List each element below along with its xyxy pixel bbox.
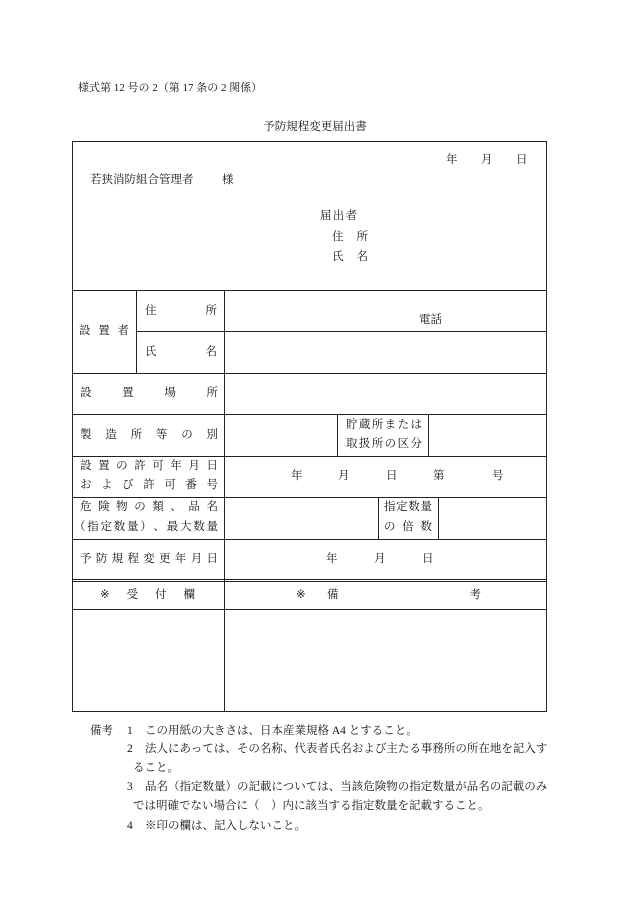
label-char: 許 xyxy=(134,460,146,472)
label-char: 予 xyxy=(80,553,92,565)
note-number: 3 xyxy=(127,781,133,793)
label-char: 所 xyxy=(371,438,384,450)
submission-date-day: 日 xyxy=(516,154,528,166)
label-char: ま xyxy=(384,419,397,431)
facility-class-label-line-2 xyxy=(346,438,422,450)
permit-number-suffix: 号 xyxy=(492,470,504,482)
label-char: 扱 xyxy=(358,438,371,450)
label-char: 更 xyxy=(159,553,171,565)
label-char: 所 xyxy=(371,419,384,431)
label-char: 定 xyxy=(396,501,408,513)
facility-type-label xyxy=(80,429,218,441)
label-char: ） xyxy=(140,521,152,533)
submission-date-year: 年 xyxy=(446,154,458,166)
label-char: 月 xyxy=(188,460,200,472)
addressee: 若狭消防組合管理者 xyxy=(90,174,194,186)
label-char: は xyxy=(410,419,422,431)
change-date-label xyxy=(80,553,218,565)
notes-label: 備考 xyxy=(90,725,113,737)
label-char: 貯 xyxy=(346,419,358,431)
permit-label-line-2 xyxy=(80,479,218,491)
label-char: 号 xyxy=(206,479,218,491)
note-number: 1 xyxy=(127,725,133,737)
hazmat-multiple-label-line-1 xyxy=(384,501,432,513)
note-line: ※印の欄は、記入しないこと。 xyxy=(145,820,306,832)
label-char: 設 xyxy=(80,387,92,399)
label-char: 類 xyxy=(152,501,164,513)
label-char: の xyxy=(181,429,193,441)
remarks-mark: ※ xyxy=(296,589,306,601)
label-char: 製 xyxy=(80,429,92,441)
label-char: 防 xyxy=(95,553,108,565)
label-char: 規 xyxy=(111,553,124,565)
label-char: ※ xyxy=(100,589,110,601)
hazmat-label-line-2 xyxy=(74,521,218,533)
note-number: 4 xyxy=(127,820,133,832)
label-char: 可 xyxy=(164,479,176,491)
label-char: 、 xyxy=(153,521,165,533)
applicant-name-label xyxy=(332,251,368,263)
remarks-field xyxy=(225,610,546,711)
submission-date-month: 月 xyxy=(481,154,493,166)
label-char: 量 xyxy=(420,501,432,513)
label-char: 氏 xyxy=(145,346,157,358)
label-char: （ xyxy=(74,521,86,533)
label-char: 住 xyxy=(332,231,344,243)
label-char: 量 xyxy=(206,521,218,533)
note-line: この用紙の大きさは、日本産業規格 A4 とすること。 xyxy=(145,725,418,737)
label-char: 場 xyxy=(164,387,176,399)
label-char: 変 xyxy=(143,553,155,565)
permit-month: 月 xyxy=(338,470,350,482)
label-char: 危 xyxy=(80,501,92,513)
label-char: 届 xyxy=(320,210,332,222)
label-char: 欄 xyxy=(183,589,195,601)
label-char: 指 xyxy=(87,521,99,533)
label-char: 量 xyxy=(127,521,139,533)
label-char: 数 xyxy=(113,521,126,533)
form-number: 様式第 12 号の 2（第 17 条の 2 関係） xyxy=(78,82,263,94)
reception-field xyxy=(73,610,224,711)
installer-name-label xyxy=(145,346,217,358)
label-char: 品 xyxy=(188,501,200,513)
applicant-label xyxy=(320,210,357,222)
label-char: の xyxy=(384,521,396,533)
reception-label xyxy=(100,589,195,601)
label-char: 分 xyxy=(410,438,422,450)
label-char: 出 xyxy=(332,210,345,222)
label-char: よ xyxy=(101,479,113,491)
permit-label-line-1 xyxy=(80,460,218,472)
label-char: の xyxy=(134,501,146,513)
label-char: 取 xyxy=(346,438,358,450)
installer-address-field xyxy=(225,291,546,331)
label-char: 倍 xyxy=(402,521,414,533)
hazmat-multiple-label-line-2 xyxy=(384,521,432,533)
note-line: では明確でない場合に（ ）内に該当する指定数量を記載すること。 xyxy=(133,800,490,812)
label-char: 者 xyxy=(345,210,357,222)
label-char: 物 xyxy=(116,501,128,513)
label-char: 考 xyxy=(469,589,481,601)
permit-day: 日 xyxy=(386,470,398,482)
label-char: 名 xyxy=(205,346,217,358)
label-char: 設 xyxy=(79,325,91,337)
label-char: お xyxy=(80,479,92,491)
label-char: 番 xyxy=(185,479,197,491)
label-char: 日 xyxy=(206,460,218,472)
label-char: 置 xyxy=(122,387,134,399)
page-title: 予防規程変更届出書 xyxy=(263,121,367,133)
label-char: 置 xyxy=(98,460,110,472)
label-char: 年 xyxy=(170,460,182,472)
remarks-label xyxy=(327,589,481,601)
permit-number-prefix: 第 xyxy=(433,470,445,482)
label-char: 設 xyxy=(80,460,92,472)
hazmat-label-line-1 xyxy=(80,501,218,513)
facility-type-field xyxy=(225,415,337,456)
applicant-address-label xyxy=(332,231,368,243)
label-char: た xyxy=(397,419,410,431)
label-char: 所 xyxy=(356,231,368,243)
note-line: 品名（指定数量）の記載については、当該危険物の指定数量が品名の記載のみ xyxy=(145,781,548,793)
label-char: 所 xyxy=(205,305,217,317)
label-char: 数 xyxy=(193,521,205,533)
installer-name-field xyxy=(225,332,546,373)
label-char: 付 xyxy=(155,589,167,601)
installer-label xyxy=(79,325,129,337)
label-char: 別 xyxy=(206,429,218,441)
label-char: 置 xyxy=(98,325,110,337)
label-char: 造 xyxy=(105,429,117,441)
addressee-honorific: 様 xyxy=(222,174,234,186)
permit-year: 年 xyxy=(291,470,303,482)
label-char: 許 xyxy=(143,479,155,491)
hazmat-multiple-field xyxy=(439,498,546,539)
note-line: 法人にあっては、その名称、代表者氏名および主たる事務所の所在地を記入す xyxy=(145,743,548,755)
label-char: 可 xyxy=(152,460,164,472)
applicant-section xyxy=(73,142,546,290)
label-char: 日 xyxy=(206,553,218,565)
label-char: 等 xyxy=(155,429,168,441)
label-char: 程 xyxy=(127,553,139,565)
label-char: 指 xyxy=(384,501,396,513)
label-char: 住 xyxy=(145,305,157,317)
change-date-year: 年 xyxy=(326,553,338,565)
installer-address-label xyxy=(145,305,217,317)
label-char: 備 xyxy=(327,589,339,601)
label-char: の xyxy=(116,460,128,472)
installation-location-label xyxy=(80,387,218,399)
label-char: 名 xyxy=(206,501,218,513)
label-char: 氏 xyxy=(332,251,344,263)
label-char: の xyxy=(384,438,397,450)
label-char: 月 xyxy=(190,553,203,565)
label-char: 定 xyxy=(100,521,112,533)
label-char: 最 xyxy=(166,521,179,533)
facility-class-label-line-1 xyxy=(346,419,422,431)
label-char: 名 xyxy=(356,251,368,263)
label-char: 、 xyxy=(170,501,182,513)
change-date-day: 日 xyxy=(422,553,434,565)
installation-location-field xyxy=(225,374,546,414)
label-char: 数 xyxy=(420,521,432,533)
note-number: 2 xyxy=(127,743,133,755)
installer-phone-label: 電話 xyxy=(419,314,442,326)
label-char: 数 xyxy=(408,501,420,513)
change-date-month: 月 xyxy=(374,553,386,565)
label-char: 年 xyxy=(174,553,187,565)
label-char: 険 xyxy=(98,501,110,513)
label-char: 区 xyxy=(397,438,410,450)
hazmat-field xyxy=(225,498,378,539)
label-char: 所 xyxy=(206,387,218,399)
note-line: ること。 xyxy=(133,762,179,774)
facility-class-field xyxy=(429,415,546,456)
label-char: 受 xyxy=(126,589,139,601)
label-char: 所 xyxy=(130,429,143,441)
label-char: び xyxy=(122,479,134,491)
label-char: 蔵 xyxy=(358,419,371,431)
label-char: 大 xyxy=(180,521,192,533)
label-char: 者 xyxy=(117,325,129,337)
